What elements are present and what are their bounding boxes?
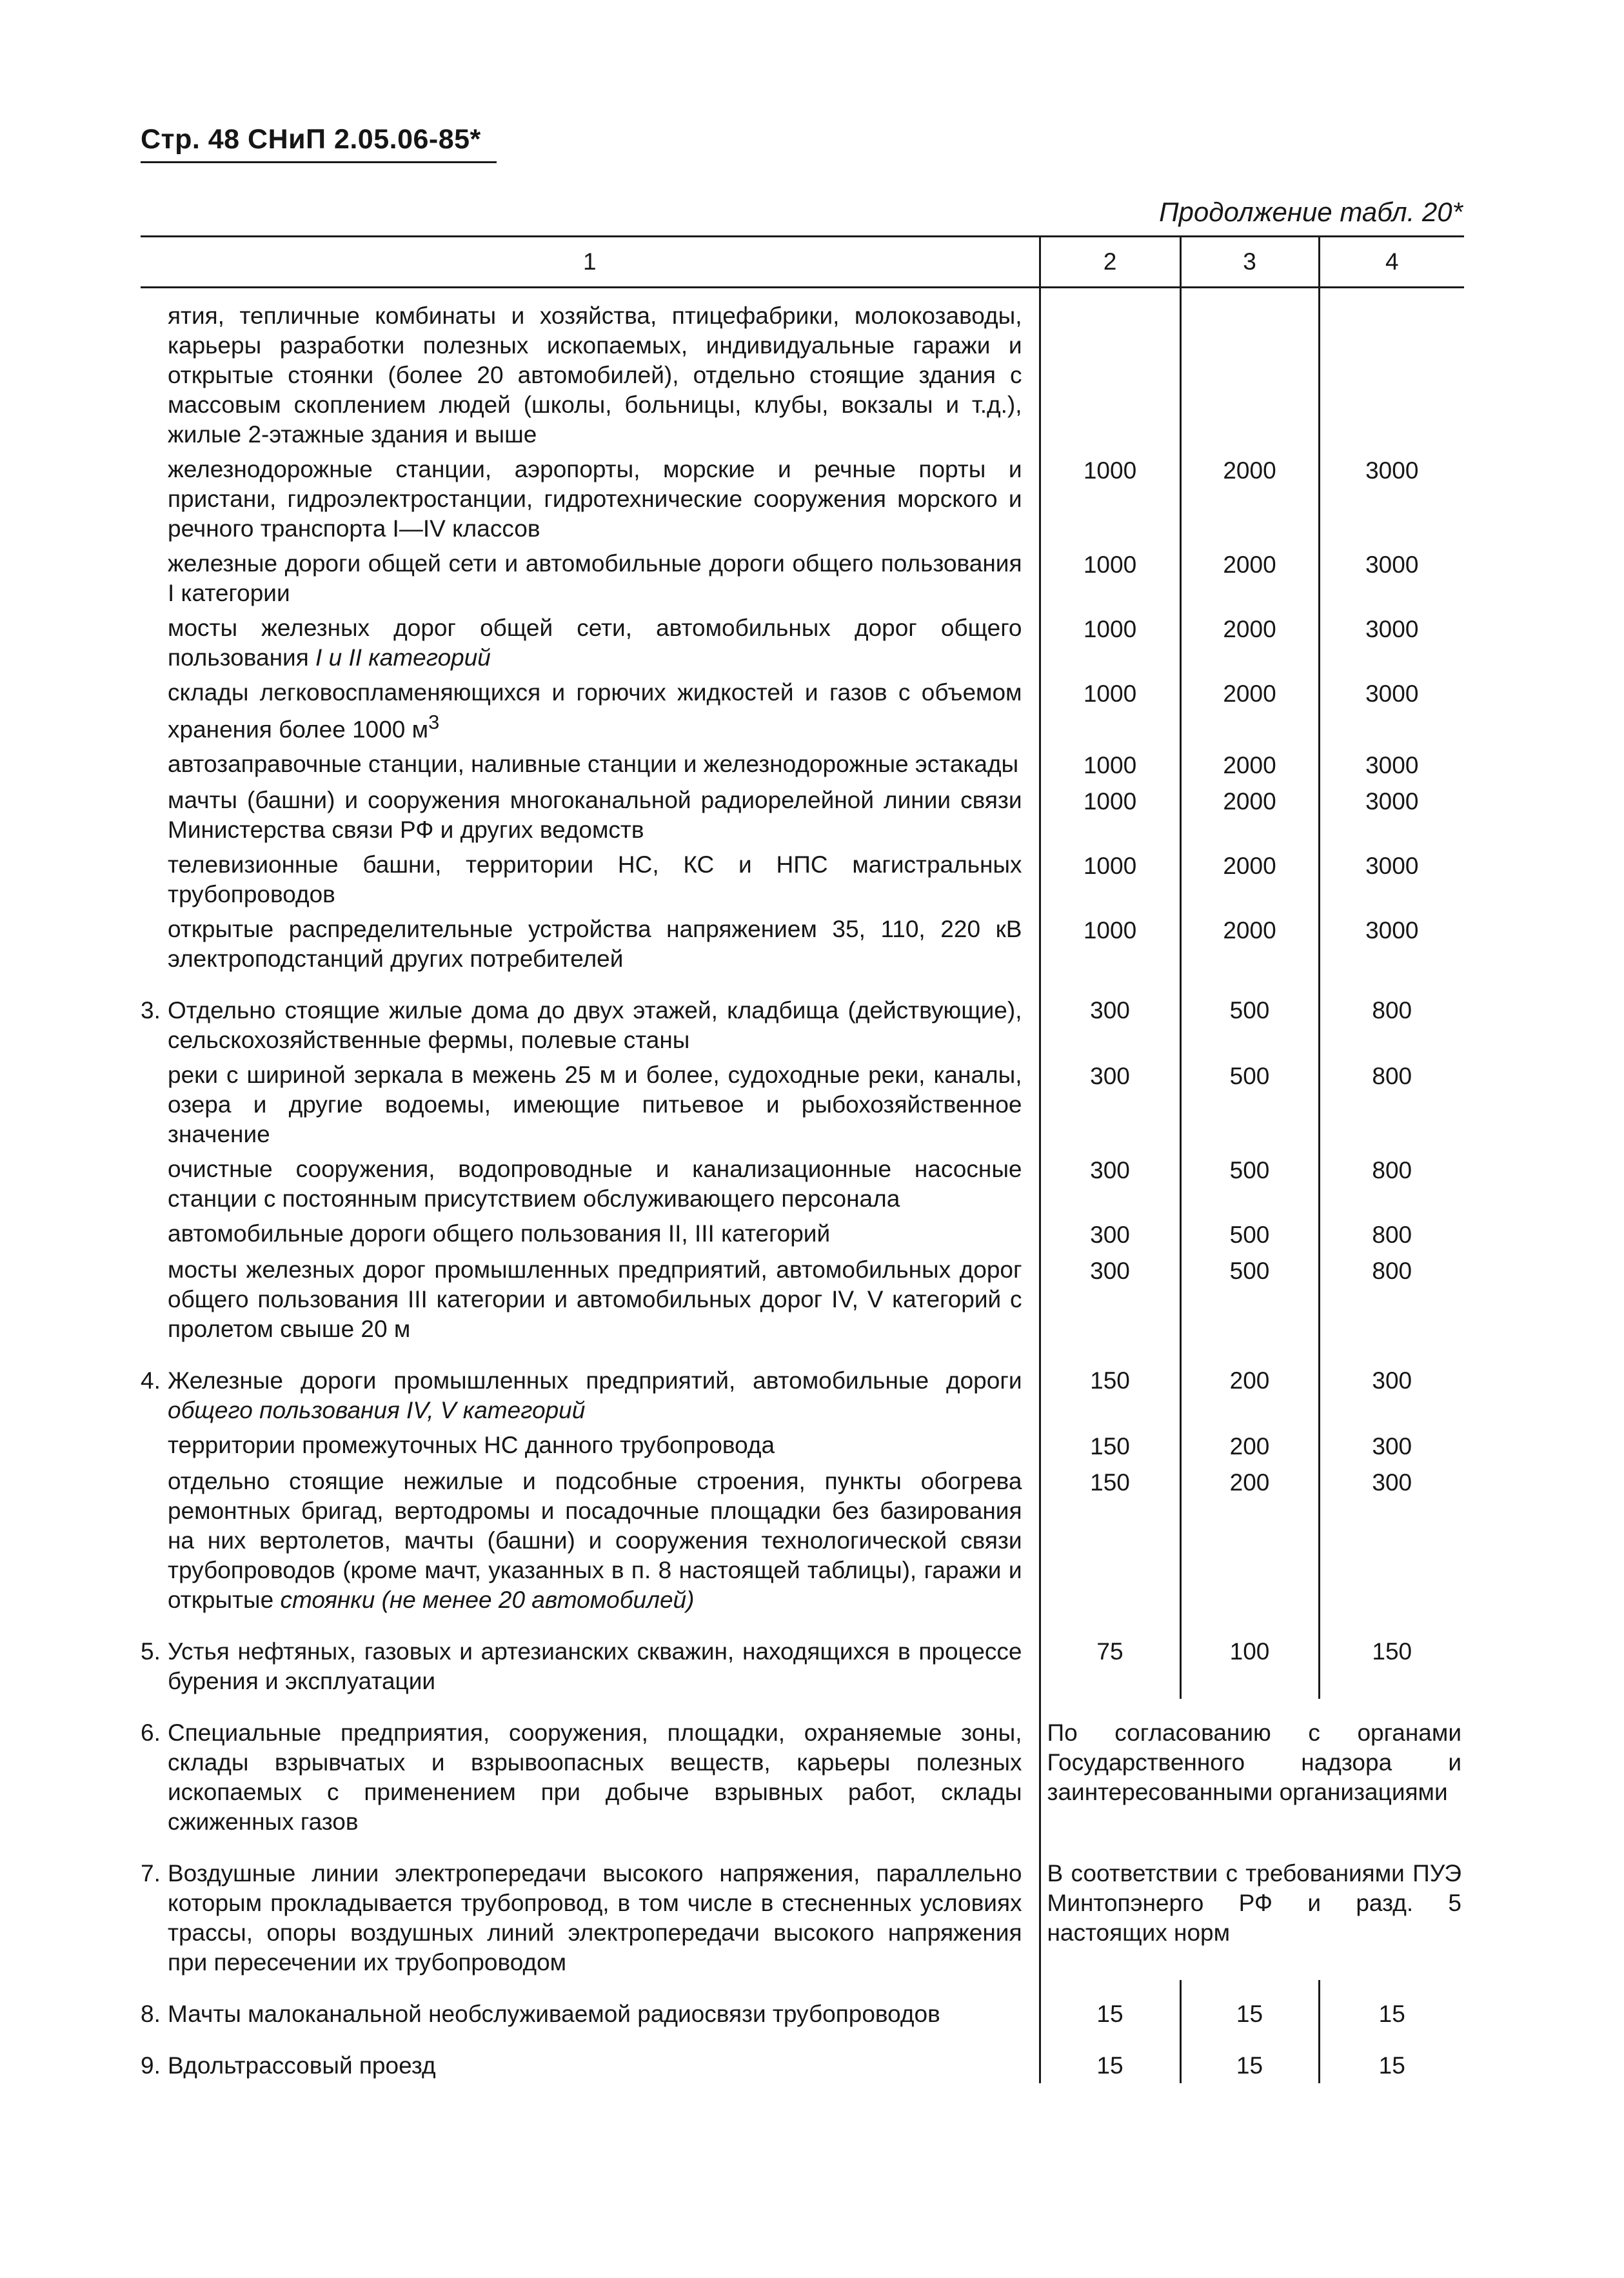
table-row [141, 783, 1464, 847]
row-description: автомобильные дороги общего пользования II, III категорий [168, 1220, 831, 1247]
cell-col2: 300 [1040, 1058, 1180, 1152]
cell-col3: 500 [1180, 1253, 1319, 1347]
table-row [141, 1464, 1464, 1618]
row-description: мосты железных дорог промышленных предприятий, автомобильных дорог общего пользования III категории и автомобильных дорог IV, V категорий с пролетом свыше 20 м [168, 1256, 1022, 1343]
cell-col3: 500 [1180, 1216, 1319, 1253]
cell-col3: 2000 [1180, 783, 1319, 847]
cell-col2: 150 [1040, 1428, 1180, 1464]
cell-col4: 800 [1319, 1058, 1464, 1152]
cell-col2 [1040, 299, 1180, 452]
row-description: железные дороги общей сети и автомобильные дороги общего пользования I категории [168, 550, 1022, 606]
cell-col4 [1319, 299, 1464, 452]
cell-col4: 800 [1319, 1253, 1464, 1347]
cell-col3: 15 [1180, 1980, 1319, 2032]
column-header: 3 [1180, 237, 1319, 288]
cell-col4: 3000 [1319, 783, 1464, 847]
table-row [141, 611, 1464, 675]
cell-note: В соответствии с требованиями ПУЭ Минтопэнерго РФ и разд. 5 настоящих норм [1040, 1839, 1464, 1980]
cell-col2: 1000 [1040, 675, 1180, 747]
cell-col2: 150 [1040, 1347, 1180, 1428]
table-row [141, 747, 1464, 783]
row-description: Мачты малоканальной необслуживаемой радиосвязи трубопроводов [168, 2001, 940, 2028]
cell-col2: 1000 [1040, 452, 1180, 546]
cell-col2: 300 [1040, 1216, 1180, 1253]
cell-col2: 1000 [1040, 546, 1180, 611]
row-description: автозаправочные станции, наливные станции и железнодорожные эстакады [168, 751, 1019, 778]
item-number: 5. [141, 1638, 161, 1665]
table-row [141, 912, 1464, 976]
column-header: 2 [1040, 237, 1180, 288]
item-number: 8. [141, 2001, 161, 2028]
cell-col3 [1180, 299, 1319, 452]
row-description: телевизионные башни, территории НС, КС и НПС магистральных трубопроводов [168, 851, 1022, 908]
table-row [141, 452, 1464, 546]
item-number: 6. [141, 1719, 161, 1747]
column-header: 4 [1319, 237, 1464, 288]
row-description-text: склады легковоспламеняющихся и горючих жидкостей и газов с объемом хранения более 1000 м [168, 679, 1022, 743]
cell-col4: 3000 [1319, 912, 1464, 976]
cell-col4: 3000 [1319, 747, 1464, 783]
header-underline [141, 161, 497, 163]
row-description [168, 1366, 1022, 1425]
page-header: Стр. 48 СНиП 2.05.06-85* [141, 124, 481, 155]
row-description: Вдольтрассовый проезд [168, 2052, 436, 2079]
row-description-text: отдельно стоящие нежилые и подсобные строения, пункты обогрева ремонтных бригад, вертодромы и посадочные площадки без базирования на них вертолетов, мачты (башни) и сооружения технологической связи трубопроводов (кроме мачт, указанных в п. 8 настоящей таблицы), гаражи и открытые [168, 1468, 1022, 1614]
cell-col4: 800 [1319, 976, 1464, 1058]
table-row [141, 675, 1464, 747]
row-description-text: мосты железных дорог общей сети, автомобильных дорог общего пользования [168, 615, 1022, 671]
superscript: 3 [428, 711, 440, 733]
cell-col4: 300 [1319, 1464, 1464, 1618]
row-description-text: Железные дороги промышленных предприятий, автомобильные дороги [168, 1367, 1022, 1394]
table-row [141, 1216, 1464, 1253]
cell-col3: 200 [1180, 1464, 1319, 1618]
table-row [141, 847, 1464, 912]
cell-col3: 2000 [1180, 912, 1319, 976]
cell-col4: 800 [1319, 1152, 1464, 1216]
cell-col2: 15 [1040, 2032, 1180, 2083]
table-row [141, 1152, 1464, 1216]
cell-col2: 75 [1040, 1618, 1180, 1699]
cell-col2: 300 [1040, 976, 1180, 1058]
column-header: 1 [141, 237, 1040, 288]
cell-col4: 150 [1319, 1618, 1464, 1699]
table-row [141, 1253, 1464, 1347]
table-row [141, 2032, 1464, 2083]
cell-col2: 1000 [1040, 783, 1180, 847]
table-row [141, 1839, 1464, 1980]
table-row [141, 299, 1464, 452]
cell-col4: 3000 [1319, 452, 1464, 546]
row-description: Устья нефтяных, газовых и артезианских скважин, находящихся в процессе бурения и эксплуатации [168, 1638, 1022, 1695]
row-description: Специальные предприятия, сооружения, площадки, охраняемые зоны, склады взрывчатых и взрывоопасных веществ, карьеры полезных ископаемых с применением при добыче взрывных работ, склады сжиженных газов [168, 1719, 1022, 1836]
cell-col3: 2000 [1180, 847, 1319, 912]
row-description-italic: I и II категорий [315, 644, 491, 671]
table-row [141, 546, 1464, 611]
cell-col3: 15 [1180, 2032, 1319, 2083]
cell-col4: 3000 [1319, 675, 1464, 747]
cell-col3: 500 [1180, 1058, 1319, 1152]
table-row [141, 1347, 1464, 1428]
cell-col4: 3000 [1319, 546, 1464, 611]
cell-col3: 2000 [1180, 611, 1319, 675]
cell-col3: 2000 [1180, 452, 1319, 546]
distances-table [141, 235, 1464, 2083]
cell-col3: 200 [1180, 1428, 1319, 1464]
cell-col3: 500 [1180, 976, 1319, 1058]
cell-col3: 2000 [1180, 675, 1319, 747]
cell-col2: 300 [1040, 1253, 1180, 1347]
table-row [141, 1058, 1464, 1152]
cell-col2: 1000 [1040, 912, 1180, 976]
row-description-italic: общего пользования IV, V категорий [168, 1397, 586, 1424]
cell-col4: 3000 [1319, 611, 1464, 675]
row-description [141, 678, 1022, 744]
cell-col3: 500 [1180, 1152, 1319, 1216]
row-description: территории промежуточных НС данного трубопровода [168, 1432, 775, 1459]
cell-col2: 1000 [1040, 747, 1180, 783]
cell-col4: 15 [1319, 1980, 1464, 2032]
row-description: очистные сооружения, водопроводные и канализационные насосные станции с постоянным присутствием обслуживающего персонала [168, 1156, 1022, 1213]
item-number: 3. [141, 997, 161, 1024]
row-description: железнодорожные станции, аэропорты, морские и речные порты и пристани, гидроэлектростанции, гидротехнические сооружения морского и речного транспорта I—IV классов [168, 456, 1022, 542]
row-description [141, 613, 1022, 673]
row-description: реки с шириной зеркала в межень 25 м и более, судоходные реки, каналы, озера и другие водоемы, имеющие питьевое и рыбохозяйственное значение [168, 1062, 1022, 1148]
row-description: открытые распределительные устройства напряжением 35, 110, 220 кВ электроподстанций других потребителей [168, 916, 1022, 973]
table-spacer [141, 288, 1464, 299]
cell-col3: 2000 [1180, 747, 1319, 783]
cell-col4: 300 [1319, 1428, 1464, 1464]
table-row [141, 1428, 1464, 1464]
row-description [141, 1467, 1022, 1615]
table-row [141, 976, 1464, 1058]
row-description: мачты (башни) и сооружения многоканальной радиорелейной линии связи Министерства связи РФ и других ведомств [168, 787, 1022, 844]
item-number: 7. [141, 1860, 161, 1887]
cell-col4: 800 [1319, 1216, 1464, 1253]
row-description: ятия, тепличные комбинаты и хозяйства, птицефабрики, молокозаводы, карьеры разработки полезных ископаемых, индивидуальные гаражи и открытые стоянки (более 20 автомобилей), отдельно стоящие здания с массовым скоплением людей (школы, больницы, клубы, вокзалы и т.д.), жилые 2-этажные здания и выше [168, 302, 1022, 448]
table-row [141, 1980, 1464, 2032]
item-number: 9. [141, 2052, 161, 2079]
cell-col2: 1000 [1040, 847, 1180, 912]
cell-col2: 1000 [1040, 611, 1180, 675]
cell-col2: 15 [1040, 1980, 1180, 2032]
cell-col2: 150 [1040, 1464, 1180, 1618]
cell-col2: 300 [1040, 1152, 1180, 1216]
cell-col4: 15 [1319, 2032, 1464, 2083]
cell-col3: 100 [1180, 1618, 1319, 1699]
cell-col3: 2000 [1180, 546, 1319, 611]
row-description: Воздушные линии электропередачи высокого напряжения, параллельно которым прокладывается трубопровод, в том числе в стесненных условиях трассы, опоры воздушных линий электропередачи высокого напряжения при пересечении их трубопроводом [168, 1860, 1022, 1976]
cell-col4: 3000 [1319, 847, 1464, 912]
row-description: Отдельно стоящие жилые дома до двух этажей, кладбища (действующие), сельскохозяйственные фермы, полевые станы [168, 997, 1022, 1054]
row-description-italic: стоянки (не менее 20 автомобилей) [280, 1587, 695, 1614]
cell-col4: 300 [1319, 1347, 1464, 1428]
table-row [141, 1618, 1464, 1699]
table-header-row [141, 237, 1464, 288]
cell-col3: 200 [1180, 1347, 1319, 1428]
item-number: 4. [141, 1367, 161, 1394]
table-row [141, 1699, 1464, 1839]
table-caption: Продолжение табл. 20* [1159, 197, 1463, 227]
cell-note: По согласованию с органами Государственного надзора и заинтересованными организациями [1040, 1699, 1464, 1839]
